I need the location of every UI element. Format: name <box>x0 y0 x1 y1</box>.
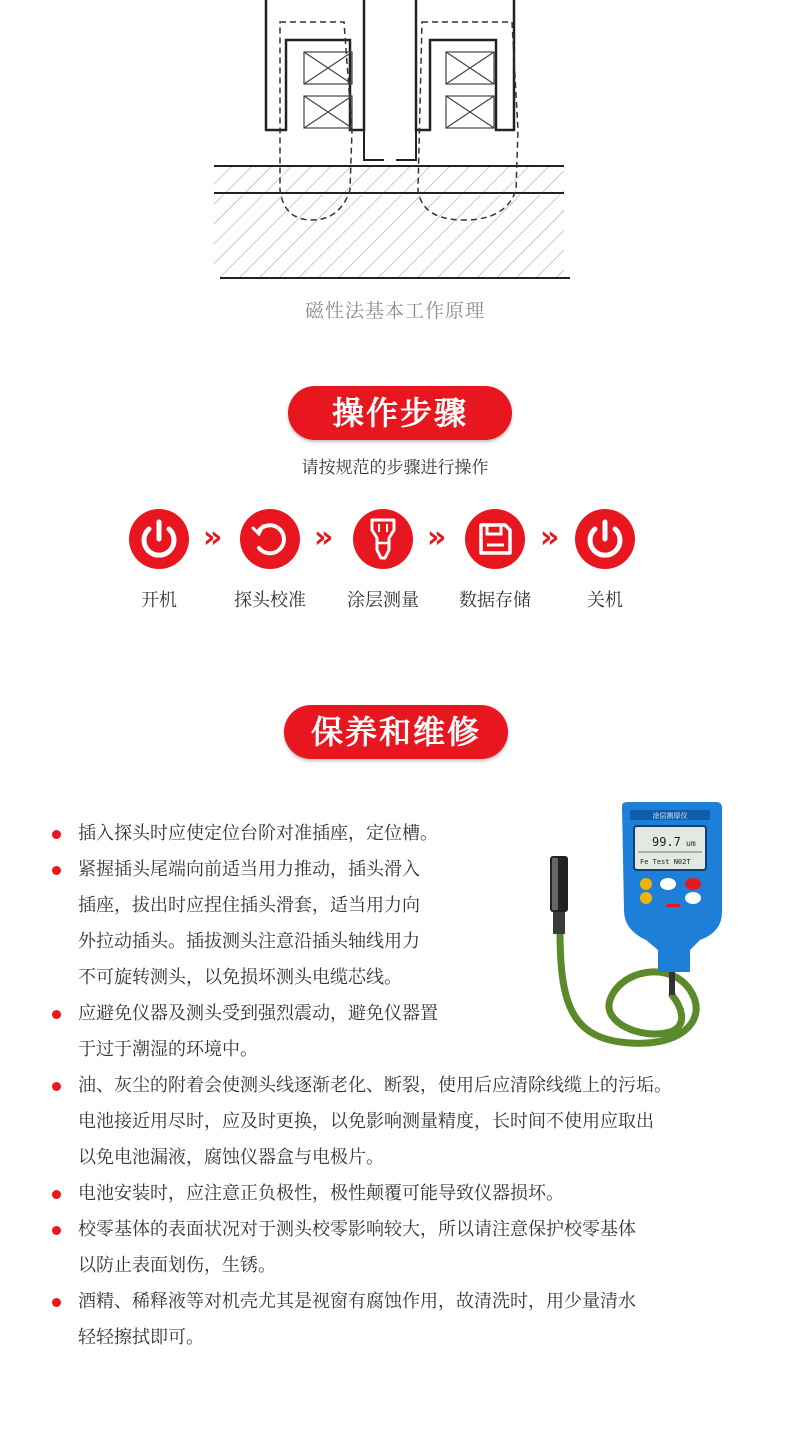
bullet-icon <box>52 830 61 839</box>
step-power-off <box>550 508 660 612</box>
note-line: 外拉动插头。插拔测头注意沿插头轴线用力 <box>78 931 420 952</box>
bullet-icon <box>52 1082 61 1091</box>
device-label: 涂层测厚仪 <box>652 812 688 820</box>
bullet-icon <box>52 1298 61 1307</box>
note-line: 不可旋转测头，以免损坏测头电缆芯线。 <box>78 967 402 988</box>
step-coating-measurement <box>328 508 438 612</box>
step-data-storage <box>440 508 550 612</box>
save-icon <box>464 508 526 570</box>
up-button[interactable] <box>640 878 652 890</box>
step-arrow: » <box>314 520 334 555</box>
bullet-icon <box>52 1010 61 1019</box>
note-line: 酒精、稀释液等对机壳尤其是视窗有腐蚀作用，故清洗时，用少量清水 <box>78 1291 636 1312</box>
menu-button[interactable] <box>685 892 701 904</box>
step-label: 数据存储 <box>459 590 531 611</box>
zero-button[interactable] <box>660 878 676 890</box>
power-button[interactable] <box>685 878 701 890</box>
step-arrow: » <box>203 520 223 555</box>
step-probe-calibration <box>215 508 325 612</box>
thickness-gauge-image <box>540 800 730 1055</box>
device-reading: 99.7 <box>652 835 681 849</box>
power-icon <box>128 508 190 570</box>
note-line: 电池接近用尽时，应及时更换，以免影响测量精度，长时间不使用应取出 <box>78 1111 654 1132</box>
steps-section-title: 操作步骤 <box>288 386 512 440</box>
note-line: 插座，拔出时应捏住插头滑套，适当用力向 <box>78 895 420 916</box>
note-line: 以免电池漏液，腐蚀仪器盒与电极片。 <box>78 1147 384 1168</box>
maintenance-section-title: 保养和维修 <box>284 705 508 759</box>
down-button[interactable] <box>640 892 652 904</box>
list-item <box>50 1284 750 1356</box>
bullet-icon <box>52 1226 61 1235</box>
list-item <box>50 1212 750 1284</box>
note-line: 应避免仪器及测头受到强烈震动，避免仪器置 <box>78 1003 438 1024</box>
note-line: 轻轻擦拭即可。 <box>78 1327 204 1348</box>
note-line: 油、灰尘的附着会使测头线逐渐老化、断裂，使用后应清除线缆上的污垢。 <box>78 1075 672 1096</box>
note-line: 插入探头时应使定位台阶对准插座，定位槽。 <box>78 823 438 844</box>
step-arrow: » <box>540 520 560 555</box>
step-arrow: » <box>427 520 447 555</box>
note-line: 校零基体的表面状况对于测头校零影响较大，所以请注意保护校零基体 <box>78 1219 636 1240</box>
step-label: 涂层测量 <box>347 590 419 611</box>
step-power-on <box>104 508 214 612</box>
power-icon <box>574 508 636 570</box>
note-line: 电池安装时，应注意正负极性，极性颠覆可能导致仪器损坏。 <box>78 1183 564 1204</box>
diagram-caption: 磁性法基本工作原理 <box>304 300 485 322</box>
note-line: 以防止表面划伤，生锈。 <box>78 1255 276 1276</box>
magnetic-principle-diagram <box>200 0 590 290</box>
probe-icon <box>352 508 414 570</box>
steps-subtitle: 请按规范的步骤进行操作 <box>301 458 489 478</box>
step-label: 探头校准 <box>234 590 306 611</box>
refresh-icon <box>239 508 301 570</box>
bullet-icon <box>52 1190 61 1199</box>
note-line: 紧握插头尾端向前适当用力推动，插头滑入 <box>78 859 420 880</box>
device-unit: um <box>686 839 696 848</box>
step-label: 关机 <box>587 590 623 611</box>
list-item <box>50 1068 750 1176</box>
step-label: 开机 <box>141 590 177 611</box>
note-line: 于过于潮湿的环境中。 <box>78 1039 258 1060</box>
device-status: Fe Test N02T <box>640 858 691 866</box>
bullet-icon <box>52 866 61 875</box>
list-item <box>50 1176 750 1212</box>
